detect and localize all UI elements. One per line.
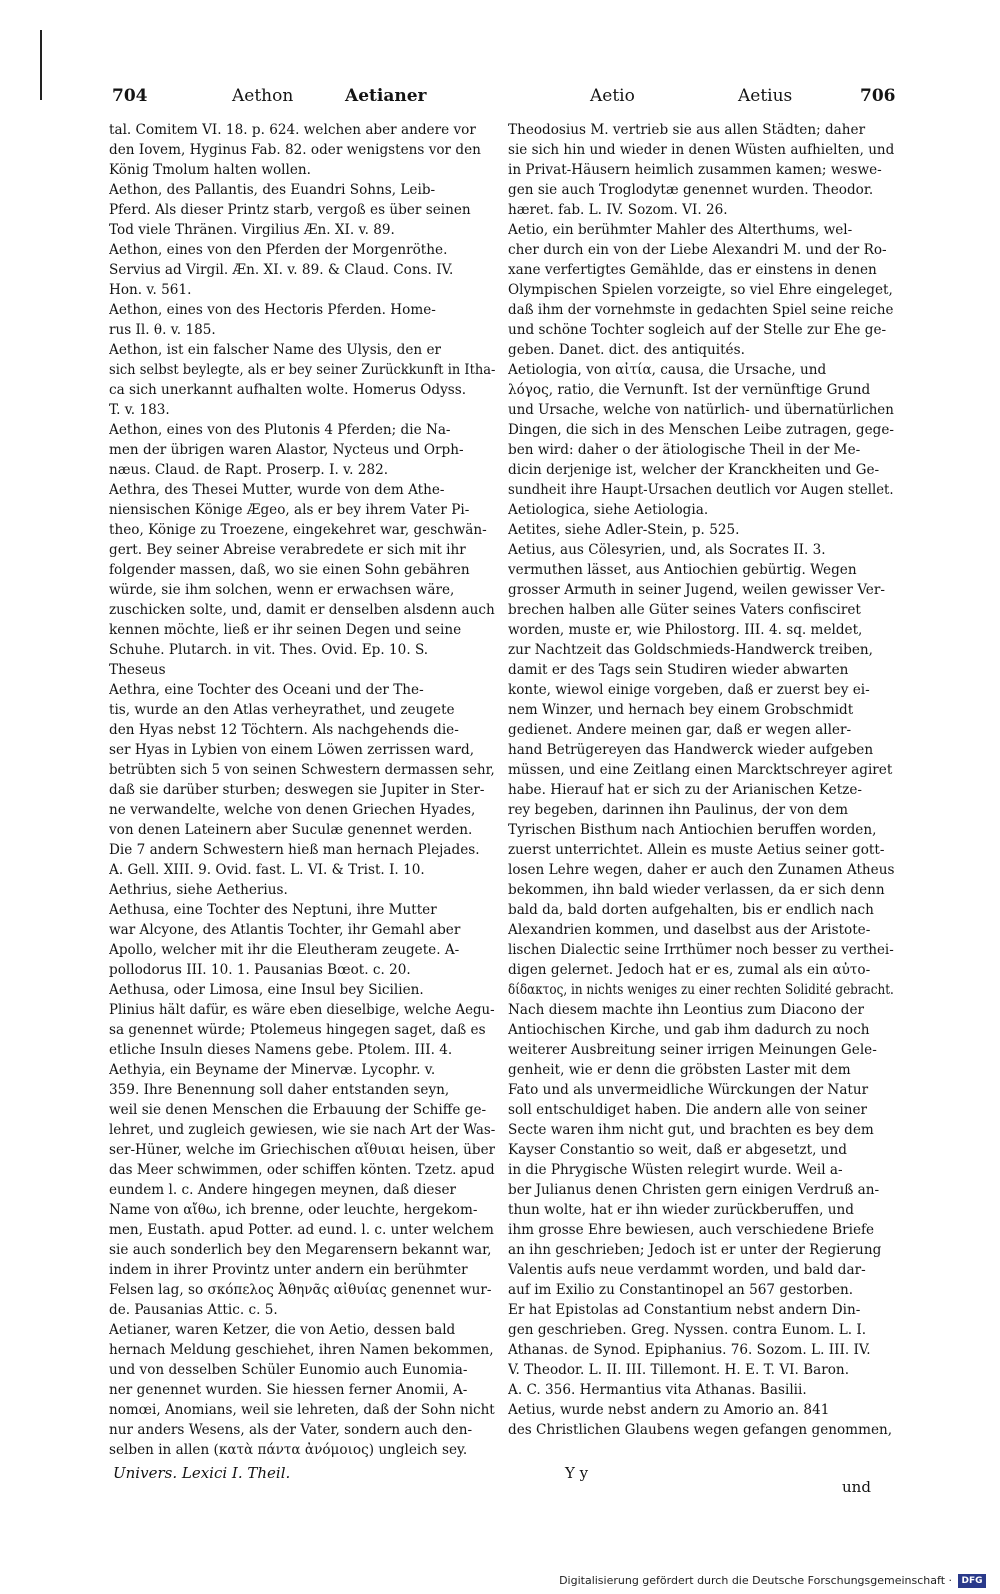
text-line: worden, muste er, wie Philostorg. III. 4. sq. meldet, bbox=[508, 622, 863, 638]
text-line: an ihn geschrieben; Jedoch ist er unter der Regierung bbox=[508, 1242, 882, 1258]
text-line: Aethon, des Pallantis, des Euandri Sohns, Leib- bbox=[109, 182, 436, 198]
text-line: zuschicken solte, und, damit er denselben alsdenn auch bbox=[109, 602, 495, 618]
text-line: in die Phrygische Wüsten relegirt wurde. Weil a- bbox=[508, 1162, 843, 1178]
text-line: losen Lehre wegen, daher er auch den Zunamen Atheus bbox=[508, 862, 894, 878]
text-line: tis, wurde an den Atlas verheyrathet, und zeugete bbox=[109, 702, 455, 718]
text-line: Secte waren ihm nicht gut, und brachten es bey dem bbox=[508, 1122, 874, 1138]
text-line: rey begeben, darinnen ihn Paulinus, der von dem bbox=[508, 802, 849, 818]
text-line: hand Betrügereyen das Handwerck wieder aufgeben bbox=[508, 742, 874, 758]
text-line: Theseus bbox=[109, 662, 166, 678]
text-line: δίδακτος, in nichts weniges zu einer rechten Solidité gebracht. bbox=[508, 982, 894, 998]
text-line: men, Eustath. apud Potter. ad eund. l. c. unter welchem bbox=[109, 1222, 494, 1238]
header-catchword-3: Aetio bbox=[590, 86, 635, 106]
text-line: ca sich unerkannt aufhalten wolte. Homerus Odyss. bbox=[109, 382, 467, 398]
text-line: genheit, wie er denn die gröbsten Laster mit dem bbox=[508, 1062, 851, 1078]
text-line: weil sie denen Menschen die Erbauung der Schiffe ge- bbox=[109, 1102, 487, 1118]
header-catchword-2: Aetianer bbox=[345, 86, 427, 106]
text-line: digen gelernet. Jedoch hat er es, zumal als ein αὐτο- bbox=[508, 962, 871, 978]
text-line: Aetius, aus Cölesyrien, und, als Socrates II. 3. bbox=[508, 542, 826, 558]
text-line: und schöne Tochter sogleich auf der Stelle zur Ehe ge- bbox=[508, 322, 887, 338]
text-line: indem in ihrer Provintz unter andern ein berühmter bbox=[109, 1262, 468, 1278]
text-line: bald da, bald dorten aufgehalten, bis er endlich nach bbox=[508, 902, 874, 918]
text-line: ben wird: daher o der ätiologische Theil in der Me- bbox=[508, 442, 861, 458]
text-line: damit er des Tags sein Studiren wieder abwarten bbox=[508, 662, 849, 678]
digitization-bar bbox=[0, 1566, 1000, 1594]
text-line: Aetianer, waren Ketzer, die von Aetio, dessen bald bbox=[109, 1322, 456, 1338]
text-line: de. Pausanias Attic. c. 5. bbox=[109, 1302, 278, 1318]
text-line: kennen möchte, ließ er ihr seinen Degen und seine bbox=[109, 622, 462, 638]
text-line: nem Winzer, und hernach bey einem Grobschmidt bbox=[508, 702, 854, 718]
text-line: Nach diesem machte ihn Leontius zum Diacono der bbox=[508, 1002, 865, 1018]
text-line: Aethusa, eine Tochter des Neptuni, ihre Mutter bbox=[109, 902, 437, 918]
text-line: 359. Ihre Benennung soll daher entstanden seyn, bbox=[109, 1082, 450, 1098]
text-line: von denen Lateinern aber Suculæ genennet werden. bbox=[109, 822, 473, 838]
text-line: Aethyia, ein Beyname der Minervæ. Lycophr. v. bbox=[109, 1062, 436, 1078]
text-line: bekommen, ihn bald wieder verlassen, da er sich denn bbox=[508, 882, 885, 898]
text-line: Aetius, wurde nebst andern zu Amorio an. 841 bbox=[508, 1402, 830, 1418]
text-line: Die 7 andern Schwestern hieß man hernach Plejades. bbox=[109, 842, 480, 858]
text-line: tal. Comitem VI. 18. p. 624. welchen aber andere vor bbox=[109, 122, 476, 138]
text-line: Er hat Epistolas ad Constantium nebst andern Din- bbox=[508, 1302, 861, 1318]
text-line: Aethon, eines von den Pferden der Morgenröthe. bbox=[109, 242, 448, 258]
text-line: grosser Armuth in seiner Jugend, weilen gewisser Ver- bbox=[508, 582, 885, 598]
text-line: geben. Danet. dict. des antiquités. bbox=[508, 342, 745, 358]
text-line: sa genennet würde; Ptolemeus hingegen saget, daß es bbox=[109, 1022, 486, 1038]
text-line: niensischen Könige Ægeo, als er bey ihrem Vater Pi- bbox=[109, 502, 470, 518]
text-line: den Iovem, Hyginus Fab. 82. oder wenigstens vor den bbox=[109, 142, 481, 158]
text-line: war Alcyone, des Atlantis Tochter, ihr Gemahl aber bbox=[109, 922, 461, 938]
text-line: pollodorus III. 10. 1. Pausanias Bœot. c. 20. bbox=[109, 962, 411, 978]
text-line: gert. Bey seiner Abreise verabredete er sich mit ihr bbox=[109, 542, 466, 558]
text-line: Aetites, siehe Adler-Stein, p. 525. bbox=[508, 522, 740, 538]
text-line: Aethon, eines von des Plutonis 4 Pferden; die Na- bbox=[109, 422, 451, 438]
text-line: Hon. v. 561. bbox=[109, 282, 192, 298]
text-line: λόγος, ratio, die Vernunft. Ist der vernünftige Grund bbox=[508, 382, 871, 398]
text-line: gedienet. Andere meinen gar, daß er wegen aller- bbox=[508, 722, 852, 738]
text-line: habe. Hierauf hat er sich zu der Arianischen Ketze- bbox=[508, 782, 862, 798]
text-line: würde, sie ihm solchen, wenn er erwachsen wäre, bbox=[109, 582, 455, 598]
text-line: Alexandrien kommen, und daselbst aus der Aristote- bbox=[508, 922, 871, 938]
text-line: etliche Insuln dieses Namens gebe. Ptolem. III. 4. bbox=[109, 1042, 453, 1058]
page-number-left: 704 bbox=[112, 86, 148, 106]
text-line: auf im Exilio zu Constantinopel an 567 gestorben. bbox=[508, 1282, 854, 1298]
text-line: Name von αἴθω, ich brenne, oder leuchte, hergekom- bbox=[109, 1202, 478, 1218]
text-line: xane verfertigtes Gemählde, das er einstens in denen bbox=[508, 262, 877, 278]
text-line: Aetiologia, von αἰτία, causa, die Ursache, und bbox=[508, 362, 827, 378]
text-line: zur Nachtzeit das Goldschmieds-Handwerck treiben, bbox=[508, 642, 873, 658]
text-line: gen sie auch Troglodytæ genennet wurden. Theodor. bbox=[508, 182, 874, 198]
text-line: Aetiologica, siehe Aetiologia. bbox=[508, 502, 709, 518]
text-line: Pferd. Als dieser Printz starb, vergoß es über seinen bbox=[109, 202, 471, 218]
text-line: nur anders Wesens, als der Vater, sondern auch den- bbox=[109, 1422, 473, 1438]
text-line: König Tmolum halten wollen. bbox=[109, 162, 311, 178]
text-line: Antiochischen Kirche, und gab ihm dadurch zu noch bbox=[508, 1022, 870, 1038]
text-line: Aethon, ist ein falscher Name des Ulysis, den er bbox=[109, 342, 442, 358]
text-line: Aethrius, siehe Aetherius. bbox=[109, 882, 288, 898]
text-line: sie sich hin und wieder in denen Wüsten aufhielten, und bbox=[508, 142, 894, 158]
signature-mark: Y y bbox=[565, 1464, 589, 1482]
text-line: Athanas. de Synod. Epiphanius. 76. Sozom. L. III. IV. bbox=[508, 1342, 871, 1358]
text-line: Servius ad Virgil. Æn. XI. v. 89. & Claud. Cons. IV. bbox=[109, 262, 454, 278]
text-line: das Meer schwimmen, oder schiffen könten. Tzetz. apud bbox=[109, 1162, 495, 1178]
text-line: Aethra, des Thesei Mutter, wurde von dem Athe- bbox=[109, 482, 445, 498]
text-line: thun wolte, hat er ihn wieder zurückberuffen, und bbox=[508, 1202, 854, 1218]
text-line: Plinius hält dafür, es wäre eben dieselbige, welche Aegu- bbox=[109, 1002, 495, 1018]
text-line: ser Hyas in Lybien von einem Löwen zerrissen ward, bbox=[109, 742, 475, 758]
signature-title: Univers. Lexici I. Theil. bbox=[113, 1464, 291, 1482]
text-line: Aethra, eine Tochter des Oceani und der The- bbox=[109, 682, 424, 698]
text-line: Schuhe. Plutarch. in vit. Thes. Ovid. Ep. 10. S. bbox=[109, 642, 429, 658]
text-line: ner genennet wurden. Sie hiessen ferner Anomii, A- bbox=[109, 1382, 468, 1398]
text-line: cher durch ein von der Liebe Alexandri M. und der Ro- bbox=[508, 242, 887, 258]
text-line: Dingen, die sich in des Menschen Leibe zutragen, gege- bbox=[508, 422, 894, 438]
header-catchword-4: Aetius bbox=[738, 86, 793, 106]
right-text-column bbox=[508, 120, 894, 1460]
text-line: ser-Hüner, welche im Griechischen αἴθυιαι heisen, über bbox=[109, 1142, 495, 1158]
text-line: Felsen lag, so σκόπελος Ἀθηνᾶς αἰθυίας genennet wur- bbox=[109, 1282, 492, 1298]
text-line: Tod viele Thränen. Virgilius Æn. XI. v. 89. bbox=[109, 222, 395, 238]
text-line: ne verwandelte, welche von denen Griechen Hyades, bbox=[109, 802, 476, 818]
text-line: sie auch sonderlich bey den Megarensern bekannt war, bbox=[109, 1242, 492, 1258]
text-line: Fato und als unvermeidliche Würckungen der Natur bbox=[508, 1082, 869, 1098]
text-line: T. v. 183. bbox=[109, 402, 170, 418]
text-line: Apollo, welcher mit ihr die Eleutheram zeugete. A- bbox=[109, 942, 460, 958]
text-line: Tyrischen Bisthum nach Antiochien beruffen worden, bbox=[508, 822, 877, 838]
text-line: müssen, und eine Zeitlang einen Marcktschreyer agiret bbox=[508, 762, 893, 778]
text-line: dicin derjenige ist, welcher der Kranckheiten und Ge- bbox=[508, 462, 880, 478]
text-line: ber Julianus denen Christen gern einigen Verdruß an- bbox=[508, 1182, 880, 1198]
text-line: Aetio, ein berühmter Mahler des Alterthums, wel- bbox=[508, 222, 853, 238]
page-edge-rule bbox=[40, 30, 42, 100]
text-line: Aethon, eines von des Hectoris Pferden. Home- bbox=[109, 302, 436, 318]
text-line: nomœi, Anomians, weil sie lehreten, daß der Sohn nicht bbox=[109, 1402, 495, 1418]
text-line: hæret. fab. L. IV. Sozom. VI. 26. bbox=[508, 202, 728, 218]
text-line: soll entschuldiget haben. Die andern alle von seiner bbox=[508, 1102, 868, 1118]
text-line: des Christlichen Glaubens wegen gefangen genommen, bbox=[508, 1422, 893, 1438]
text-line: sundheit ihre Haupt-Ursachen deutlich vor Augen stellet. bbox=[508, 482, 894, 498]
text-line: daß ihm der vornehmste in gedachten Spiel seine reiche bbox=[508, 302, 894, 318]
text-line: Aethusa, oder Limosa, eine Insul bey Sicilien. bbox=[109, 982, 424, 998]
funding-note: Digitalisierung gefördert durch die Deutsche Forschungsgemeinschaft · bbox=[559, 1574, 952, 1587]
text-line: sich selbst beylegte, als er bey seiner Zurückkunft in Itha- bbox=[109, 362, 495, 378]
text-line: Theodosius M. vertrieb sie aus allen Städten; daher bbox=[508, 122, 866, 138]
text-line: in Privat-Häusern heimlich zusammen kamen; weswe- bbox=[508, 162, 882, 178]
text-line: Kayser Constantio so weit, daß er abgesetzt, und bbox=[508, 1142, 847, 1158]
text-line: und Ursache, welche von natürlich- und übernatürlichen bbox=[508, 402, 894, 418]
header-catchword-1: Aethon bbox=[232, 86, 294, 106]
text-line: ihm grosse Ehre bewiesen, auch verschiedene Briefe bbox=[508, 1222, 875, 1238]
left-text-column bbox=[109, 120, 495, 1460]
text-line: konte, wiewol einige vorgeben, daß er zuerst bey ei- bbox=[508, 682, 870, 698]
text-line: gen geschrieben. Greg. Nyssen. contra Eunom. L. I. bbox=[508, 1322, 867, 1338]
catchword: und bbox=[842, 1478, 871, 1496]
text-line: lehret, und zugleich gewiesen, wie sie nach Art der Was- bbox=[109, 1122, 495, 1138]
text-line: betrübten sich 5 von seinen Schwestern dermassen sehr, bbox=[109, 762, 495, 778]
text-line: selben in allen (κατὰ πάντα ἀνόμοιος) ungleich sey. bbox=[109, 1442, 468, 1458]
text-line: hernach Meldung geschiehet, ihren Namen bekommen, bbox=[109, 1342, 494, 1358]
text-line: A. C. 356. Hermantius vita Athanas. Basilii. bbox=[508, 1382, 807, 1398]
text-line: men der übrigen waren Alastor, Nycteus und Orph- bbox=[109, 442, 464, 458]
text-line: rus Il. θ. v. 185. bbox=[109, 322, 216, 338]
text-line: vermuthen lässet, aus Antiochien gebürtig. Wegen bbox=[508, 562, 857, 578]
text-line: folgender massen, daß, wo sie einen Sohn gebähren bbox=[109, 562, 470, 578]
text-line: lischen Dialectic seine Irrthümer noch besser zu verthei- bbox=[508, 942, 894, 958]
text-line: V. Theodor. L. II. III. Tillemont. H. E. T. VI. Baron. bbox=[508, 1362, 850, 1378]
page-number-right: 706 bbox=[860, 86, 896, 106]
text-line: næus. Claud. de Rapt. Proserp. I. v. 282. bbox=[109, 462, 389, 478]
text-line: theo, Könige zu Troezene, eingekehret war, geschwän- bbox=[109, 522, 487, 538]
text-line: weiterer Ausbreitung seiner irrigen Meinungen Gele- bbox=[508, 1042, 877, 1058]
text-line: daß sie darüber sturben; deswegen sie Jupiter in Ster- bbox=[109, 782, 485, 798]
text-line: und von desselben Schüler Eunomio auch Eunomia- bbox=[109, 1362, 468, 1378]
text-line: Olympischen Spielen vorzeigte, so viel Ehre eingeleget, bbox=[508, 282, 893, 298]
dfg-logo: DFG bbox=[958, 1574, 986, 1588]
text-line: den Hyas nebst 12 Töchtern. Als nachgehends die- bbox=[109, 722, 459, 738]
text-line: A. Gell. XIII. 9. Ovid. fast. L. VI. & Trist. I. 10. bbox=[109, 862, 425, 878]
text-line: zuerst unterrichtet. Allein es muste Aetius seiner gott- bbox=[508, 842, 885, 858]
text-line: eundem l. c. Andere hingegen meynen, daß dieser bbox=[109, 1182, 456, 1198]
text-line: brechen halben alle Güter seines Vaters confisciret bbox=[508, 602, 861, 618]
text-line: Valentis aufs neue verdammt worden, und bald dar- bbox=[508, 1262, 866, 1278]
